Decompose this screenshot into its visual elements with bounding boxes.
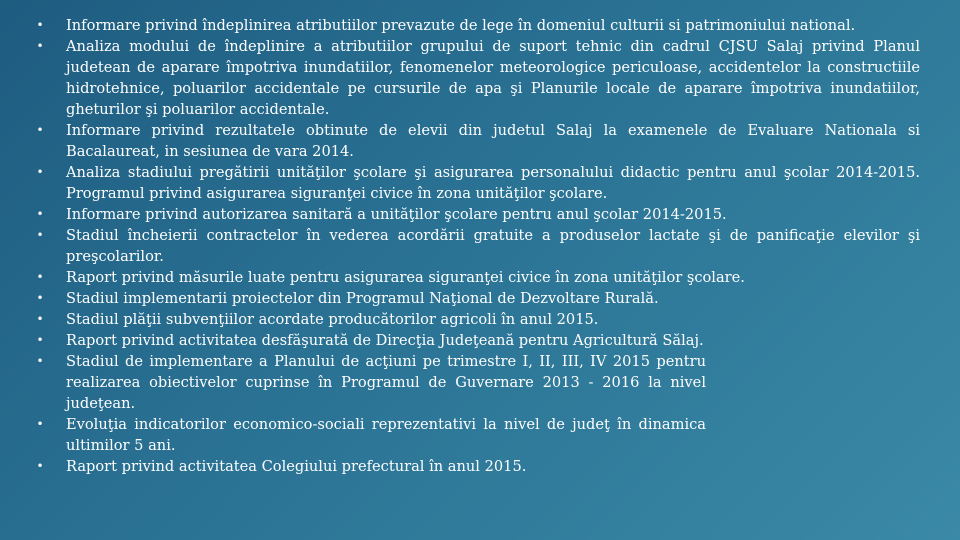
bullet-text: Informare privind autorizarea sanitară a unităţilor şcolare pentru anul şcolar 2014-2015. bbox=[66, 206, 727, 223]
bullet-item-10 bbox=[30, 330, 920, 351]
bullet-icon: • bbox=[36, 291, 44, 305]
bullet-item-3 bbox=[30, 120, 920, 162]
bullet-icon: • bbox=[36, 39, 44, 53]
bullet-icon: • bbox=[36, 354, 44, 368]
bullet-text: Raport privind măsurile luate pentru asigurarea siguranţei civice în zona unităţilor şcolare. bbox=[66, 269, 745, 286]
bullet-text: Stadiul încheierii contractelor în vederea acordării gratuite a produselor lactate şi de panificaţie elevilor şi preşcolarilor. bbox=[66, 227, 920, 265]
bullet-icon: • bbox=[36, 207, 44, 221]
bullet-item-6 bbox=[30, 225, 920, 267]
bullet-item-5 bbox=[30, 204, 920, 225]
bullet-text: Analiza modului de îndeplinire a atributiilor grupului de suport tehnic din cadrul CJSU Salaj privind Planul judetean de aparare împotriva inundatiilor, fenomenelor meteorologice periculoase, accidentelor la constructiile hidrotehnice, poluarilor accidentale pe cursurile de apa şi Planurile locale de aparare împotriva inundatiilor, gheturilor şi poluarilor accidentale. bbox=[66, 38, 920, 118]
bullet-text: Stadiul plăţii subvenţiilor acordate producătorilor agricoli în anul 2015. bbox=[66, 311, 599, 328]
bullet-item-4 bbox=[30, 162, 920, 204]
bullet-item-9 bbox=[30, 309, 920, 330]
bullet-text: Stadiul implementarii proiectelor din Programul Naţional de Dezvoltare Rurală. bbox=[66, 290, 659, 307]
bullet-item-2 bbox=[30, 36, 920, 120]
bullet-icon: • bbox=[36, 228, 44, 242]
bullet-item-8 bbox=[30, 288, 920, 309]
bullet-text: Analiza stadiului pregătirii unităţilor şcolare şi asigurarea personalului didactic pentru anul şcolar 2014-2015. Programul privind asigurarea siguranţei civice în zona unităţilor şcolare. bbox=[66, 164, 920, 202]
bullet-item-11 bbox=[30, 351, 706, 414]
bullet-icon: • bbox=[36, 270, 44, 284]
bullet-text: Informare privind îndeplinirea atributiilor prevazute de lege în domeniul culturii si patrimoniului national. bbox=[66, 17, 856, 34]
bullet-text: Raport privind activitatea Colegiului prefectural în anul 2015. bbox=[66, 458, 527, 475]
bullet-text: Raport privind activitatea desfăşurată de Direcţia Judeţeană pentru Agricultură Sălaj. bbox=[66, 332, 704, 349]
bullet-icon: • bbox=[36, 165, 44, 179]
agenda-bullet-list bbox=[30, 15, 920, 477]
bullet-item-12 bbox=[30, 414, 706, 456]
bullet-item-13 bbox=[30, 456, 920, 477]
bullet-item-1 bbox=[30, 15, 920, 36]
bullet-icon: • bbox=[36, 417, 44, 431]
bullet-icon: • bbox=[36, 459, 44, 473]
bullet-text: Informare privind rezultatele obtinute de elevii din judetul Salaj la examenele de Evaluare Nationala si Bacalaureat, in sesiunea de vara 2014. bbox=[66, 122, 920, 160]
bullet-icon: • bbox=[36, 18, 44, 32]
bullet-text: Stadiul de implementare a Planului de acţiuni pe trimestre I, II, III, IV 2015 pentru realizarea obiectivelor cuprinse în Programul de Guvernare 2013 - 2016 la nivel judeţean. bbox=[66, 353, 706, 412]
bullet-text: Evoluţia indicatorilor economico-sociali reprezentativi la nivel de judeţ în dinamica ultimilor 5 ani. bbox=[66, 416, 706, 454]
bullet-icon: • bbox=[36, 123, 44, 137]
bullet-icon: • bbox=[36, 312, 44, 326]
bullet-item-7 bbox=[30, 267, 920, 288]
bullet-icon: • bbox=[36, 333, 44, 347]
